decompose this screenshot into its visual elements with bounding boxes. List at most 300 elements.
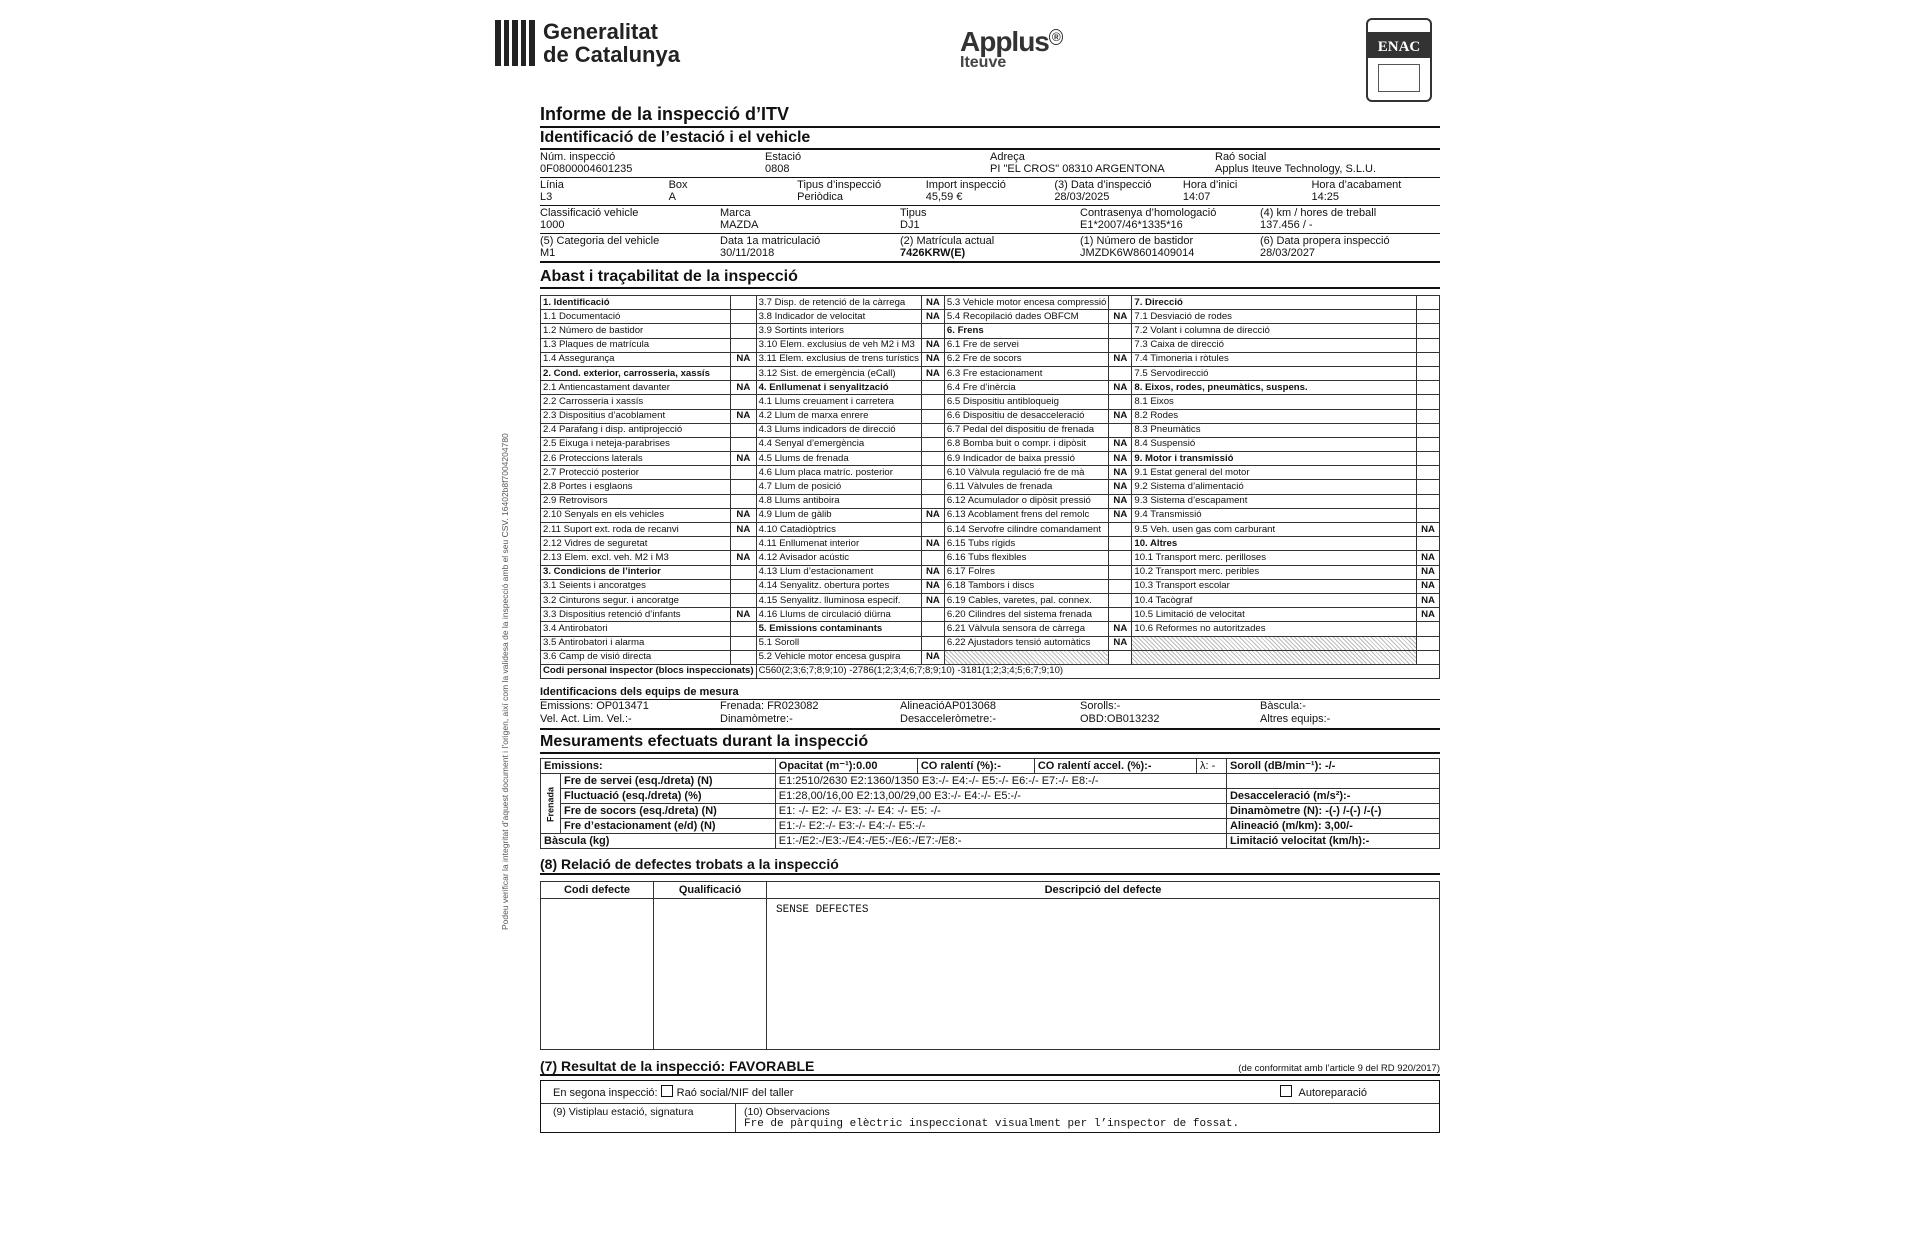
- scope-item-status: [731, 310, 756, 324]
- scope-item-status: [1417, 310, 1440, 324]
- ident-field: [669, 179, 798, 203]
- scope-item-status: NA: [731, 452, 756, 466]
- scope-item: 6.19 Cables, varetes, pal. connex.: [944, 593, 1108, 607]
- scope-item: 5.4 Recopilació dades OBFCM: [944, 310, 1108, 324]
- scope-item-status: NA: [921, 565, 944, 579]
- scope-item: 10.4 Tacògraf: [1132, 593, 1417, 607]
- scope-item: 1.4 Assegurança: [541, 352, 731, 366]
- ident-field-value: 30/11/2018: [720, 247, 775, 259]
- equip-item: Desacceleròmetre:-: [900, 713, 996, 726]
- ident-field-label: (4) km / hores de treball: [1260, 207, 1377, 219]
- defect-code-header: Codi defecte: [541, 882, 654, 899]
- ident-field-label: Hora d’acabament: [1311, 179, 1402, 191]
- ident-field: [1080, 235, 1260, 259]
- scope-item: 5.3 Vehicle motor encesa compressió: [944, 296, 1108, 310]
- scope-item: 3.3 Dispositius retenció d’infants: [541, 608, 731, 622]
- scope-item-status: NA: [1109, 310, 1132, 324]
- scope-item-status: [1109, 366, 1132, 380]
- scope-item: 4. Enllumenat i senyalització: [756, 381, 921, 395]
- brake-measure-label: Fluctuació (esq./dreta) (%): [561, 789, 776, 804]
- scope-item: 3. Condicions de l’interior: [541, 565, 731, 579]
- scope-item: 4.3 Llums indicadors de direcció: [756, 423, 921, 437]
- scope-item: 6.16 Tubs flexibles: [944, 551, 1108, 565]
- scope-item: 6.8 Bomba buit o compr. i dipòsit: [944, 437, 1108, 451]
- scope-item: 4.2 Llum de marxa enrere: [756, 409, 921, 423]
- ident-field: [926, 179, 1055, 203]
- scope-item-status: [1109, 593, 1132, 607]
- scope-item: 4.10 Catadiòptrics: [756, 523, 921, 537]
- ident-row-1: [540, 150, 1440, 178]
- scope-item: 6.13 Acoblament frens del remolc: [944, 508, 1108, 522]
- scope-item: 2.9 Retrovisors: [541, 494, 731, 508]
- scope-item: 6.18 Tambors i discs: [944, 579, 1108, 593]
- scope-item-status: [921, 494, 944, 508]
- scope-item: 3.6 Camp de visió directa: [541, 650, 731, 664]
- scope-item: 4.1 Llums creuament i carretera: [756, 395, 921, 409]
- scope-item-status: [921, 324, 944, 338]
- scope-item: 5.2 Vehicle motor encesa guspira: [756, 650, 921, 664]
- noise-value: Soroll (dB/min⁻¹): -/-: [1226, 759, 1439, 774]
- ident-field: [540, 151, 765, 175]
- scope-item: 6.17 Folres: [944, 565, 1108, 579]
- scope-item-status: [1417, 409, 1440, 423]
- ident-field-label: Import inspecció: [925, 179, 1006, 191]
- scope-item-status: [1109, 523, 1132, 537]
- scope-item: 3.12 Sist. de emergència (eCall): [756, 366, 921, 380]
- scope-item-status: NA: [1109, 437, 1132, 451]
- scope-item: 1.3 Plaques de matrícula: [541, 338, 731, 352]
- scope-item-status: [921, 381, 944, 395]
- scope-item-status: [1109, 551, 1132, 565]
- scope-item: 6.10 Vàlvula regulació fre de mà: [944, 466, 1108, 480]
- self-repair-checkbox[interactable]: [1280, 1085, 1292, 1097]
- scope-item: 6. Frens: [944, 324, 1108, 338]
- scope-row: [541, 593, 1440, 607]
- enac-stamp-icon: [1378, 64, 1420, 92]
- scope-item: 6.11 Vàlvules de frenada: [944, 480, 1108, 494]
- scope-row: [541, 537, 1440, 551]
- scope-item: 3.8 Indicador de velocitat: [756, 310, 921, 324]
- scope-item-status: NA: [921, 296, 944, 310]
- equip-line-2: [540, 713, 1440, 726]
- scope-item: 1.2 Número de bastidor: [541, 324, 731, 338]
- scope-row: [541, 523, 1440, 537]
- scope-item-status: NA: [1109, 494, 1132, 508]
- scope-item: 2.11 Suport ext. roda de recanvi: [541, 523, 731, 537]
- ident-field-label: (6) Data propera inspecció: [1260, 235, 1390, 247]
- scope-item: 2. Cond. exterior, carrosseria, xassís: [541, 366, 731, 380]
- scope-item: 6.21 Vàlvula sensora de càrrega: [944, 622, 1108, 636]
- ident-field: [540, 235, 720, 259]
- generalitat-line2: de Catalunya: [543, 42, 680, 67]
- scope-item: 6.14 Servofre cilindre comandament: [944, 523, 1108, 537]
- scope-item-status: NA: [921, 366, 944, 380]
- ident-field-label: (3) Data d’inspecció: [1054, 179, 1152, 191]
- scope-item-status: NA: [921, 338, 944, 352]
- scope-item-status: [731, 565, 756, 579]
- scope-item: 4.12 Avisador acústic: [756, 551, 921, 565]
- scope-item-status: NA: [921, 537, 944, 551]
- scope-item: 4.11 Enllumenat interior: [756, 537, 921, 551]
- equip-item: Dinamòmetre:-: [720, 713, 793, 726]
- scope-item-status: [1109, 565, 1132, 579]
- report-header: [540, 12, 1440, 102]
- scope-item: 1. Identificació: [541, 296, 731, 310]
- scope-item-status: NA: [921, 310, 944, 324]
- scope-item-status: NA: [921, 352, 944, 366]
- ident-field-value: JMZDK6W8601409014: [1080, 247, 1195, 259]
- ident-section-title: Identificació de l’estació i el vehicle: [540, 128, 1440, 150]
- scope-item-status: [1109, 338, 1132, 352]
- ident-field: [900, 207, 1080, 231]
- scope-item-status: NA: [1109, 409, 1132, 423]
- scope-item-status: [1417, 466, 1440, 480]
- scope-item-status: [921, 608, 944, 622]
- registered-mark: ®: [1049, 29, 1063, 45]
- scope-row: [541, 395, 1440, 409]
- extra-measure-value: Dinamòmetre (N): -(-) /-(-) /-(-): [1226, 804, 1439, 819]
- ident-field: [1311, 179, 1440, 203]
- scope-item: 5. Emissions contaminants: [756, 622, 921, 636]
- scope-item: 6.12 Acumulador o dipòsit pressió: [944, 494, 1108, 508]
- co-accel-value: CO ralentí accel. (%):-: [1034, 759, 1196, 774]
- measurements-table: [540, 758, 1440, 849]
- scale-value: E1:-/E2:-/E3:-/E4:-/E5:-/E6:-/E7:-/E8:-: [775, 834, 1226, 849]
- extra-measure-value: [1226, 774, 1439, 789]
- ident-field-value: 45,59 €: [925, 191, 963, 203]
- ident-section: [540, 150, 1440, 263]
- applus-logo: [960, 26, 1063, 72]
- scope-item-status: [1109, 537, 1132, 551]
- scope-row: [541, 636, 1440, 650]
- ident-field-label: Línia: [540, 179, 564, 191]
- scope-item: 2.10 Senyals en els vehicles: [541, 508, 731, 522]
- ident-field: [720, 207, 900, 231]
- scope-row: [541, 296, 1440, 310]
- scope-item: 6.9 Indicador de baixa pressió: [944, 452, 1108, 466]
- ident-field-value: E1*2007/46*1335*16: [1080, 219, 1183, 231]
- brake-measure-value: E1: -/- E2: -/- E3: -/- E4: -/- E5: -/-: [775, 804, 1226, 819]
- scope-item: 7.4 Timoneria i ròtules: [1132, 352, 1417, 366]
- scope-item: 8.4 Suspensió: [1132, 437, 1417, 451]
- scope-item-status: [921, 466, 944, 480]
- scope-item: 6.2 Fre de socors: [944, 352, 1108, 366]
- scope-row: [541, 452, 1440, 466]
- defect-rating-cell: [654, 899, 767, 1050]
- ident-row-2: [540, 178, 1440, 206]
- scope-item: 6.20 Cilindres del sistema frenada: [944, 608, 1108, 622]
- scope-item-status: [921, 480, 944, 494]
- scope-item: 4.7 Llum de posició: [756, 480, 921, 494]
- ident-field-label: Marca: [720, 207, 751, 219]
- scope-item-status: [1417, 508, 1440, 522]
- scope-item-status: [731, 437, 756, 451]
- ident-field-label: (5) Categoria del vehicle: [540, 235, 660, 247]
- ident-field-value: 137.456 / -: [1260, 219, 1313, 231]
- inspector-code-label: Codi personal inspector (blocs inspeccionats): [541, 664, 757, 678]
- scope-item: 3.4 Antirobatori: [541, 622, 731, 636]
- scope-item-status: [1417, 452, 1440, 466]
- ident-field-value: DJ1: [900, 219, 920, 231]
- scope-row: [541, 423, 1440, 437]
- scope-row: [541, 480, 1440, 494]
- emissions-label: Emissions:: [541, 759, 776, 774]
- scope-item-status: NA: [1417, 593, 1440, 607]
- scope-item-status: NA: [1109, 480, 1132, 494]
- scope-item: 8.2 Rodes: [1132, 409, 1417, 423]
- scope-item: 8.1 Eixos: [1132, 395, 1417, 409]
- observations-label: (10) Observacions: [744, 1106, 830, 1119]
- scope-item: 3.5 Antirobatori i alarma: [541, 636, 731, 650]
- scope-row: [541, 466, 1440, 480]
- scope-item-status: [1417, 494, 1440, 508]
- scope-row: [541, 551, 1440, 565]
- ident-field-value: 14:07: [1182, 191, 1211, 203]
- workshop-label: Raó social/NIF del taller: [676, 1087, 794, 1100]
- scope-item-status: [921, 551, 944, 565]
- scope-item-status: [1417, 480, 1440, 494]
- scope-item-status: NA: [1417, 579, 1440, 593]
- ident-field-value: Applus Iteuve Technology, S.L.U.: [1215, 163, 1377, 175]
- scope-item-status: [921, 409, 944, 423]
- scope-item: 9.2 Sistema d’alimentació: [1132, 480, 1417, 494]
- scope-item-status: NA: [1109, 508, 1132, 522]
- scope-item: 2.2 Carrosseria i xassís: [541, 395, 731, 409]
- defects-table: [540, 881, 1440, 1050]
- equip-line-1: [540, 700, 1440, 713]
- scope-item: 7.1 Desviació de rodes: [1132, 310, 1417, 324]
- scope-item: 6.6 Dispositiu de desacceleració: [944, 409, 1108, 423]
- ident-field: [1080, 207, 1260, 231]
- scope-item: 9.4 Transmissió: [1132, 508, 1417, 522]
- scope-item-status: [1417, 352, 1440, 366]
- scope-section-title: Abast i traçabilitat de la inspecció: [540, 267, 1440, 289]
- scope-item: 10.5 Limitació de velocitat: [1132, 608, 1417, 622]
- scope-row: [541, 310, 1440, 324]
- document-title: Informe de la inspecció d’ITV: [540, 102, 1440, 128]
- scope-item: 6.3 Fre estacionament: [944, 366, 1108, 380]
- equip-item: Bàscula:-: [1260, 700, 1306, 713]
- scope-item: 4.14 Senyalitz. obertura portes: [756, 579, 921, 593]
- station-approval-label: (9) Vistiplau estació, signatura: [541, 1104, 736, 1132]
- scope-item-status: NA: [1109, 636, 1132, 650]
- scope-item: 10. Altres: [1132, 537, 1417, 551]
- scope-item: 6.7 Pedal del dispositiu de frenada: [944, 423, 1108, 437]
- scope-row: [541, 579, 1440, 593]
- equip-section: [540, 700, 1440, 730]
- defect-description-header: Descripció del defecte: [767, 882, 1440, 899]
- scope-item-status: [1417, 338, 1440, 352]
- ident-field-value: 1000: [540, 219, 565, 231]
- scope-item: 10.1 Transport merc. perilloses: [1132, 551, 1417, 565]
- scope-item-status: [921, 636, 944, 650]
- scope-item-status: NA: [1109, 466, 1132, 480]
- ident-field-value: 7426KRW(E): [900, 247, 966, 259]
- scope-item-status: [731, 296, 756, 310]
- scope-item-status: NA: [921, 508, 944, 522]
- scope-item: 6.15 Tubs rígids: [944, 537, 1108, 551]
- scope-item-status: [731, 423, 756, 437]
- ident-field-label: (2) Matrícula actual: [900, 235, 995, 247]
- scope-item: 8. Eixos, rodes, pneumàtics, suspens.: [1132, 381, 1417, 395]
- enac-label: ENAC: [1368, 32, 1430, 58]
- scope-item-status: [1417, 324, 1440, 338]
- equip-item: Altres equips:-: [1260, 713, 1331, 726]
- scope-item: 8.3 Pneumàtics: [1132, 423, 1417, 437]
- ident-field: [540, 179, 669, 203]
- scope-item-status: [1417, 622, 1440, 636]
- ident-field: [1260, 207, 1440, 231]
- brake-measure-value: E1:2510/2630 E2:1360/1350 E3:-/- E4:-/- E5:-/- E6:-/- E7:-/- E8:-/-: [775, 774, 1226, 789]
- scope-item: 2.7 Protecció posterior: [541, 466, 731, 480]
- scope-item-status: [1109, 324, 1132, 338]
- ident-field-label: Contrasenya d’homologació: [1080, 207, 1217, 219]
- scope-item-status: [921, 423, 944, 437]
- scope-item-status: NA: [731, 551, 756, 565]
- scope-item-status: [731, 338, 756, 352]
- defect-code-cell: [541, 899, 654, 1050]
- inspector-code-value: C560(2;3;6;7;8;9;10) -2786(1;2;3;4;6;7;8;9;10) -3181(1;2;3;4;5;6;7;9;10): [756, 664, 1439, 678]
- scope-item: 3.7 Disp. de retenció de la càrrega: [756, 296, 921, 310]
- ident-field-label: Raó social: [1215, 151, 1267, 163]
- brake-measure-label: Fre de servei (esq./dreta) (N): [561, 774, 776, 789]
- scope-item-status: [1109, 423, 1132, 437]
- scope-item: 6.4 Fre d’inèrcia: [944, 381, 1108, 395]
- ident-field-label: Tipus d’inspecció: [797, 179, 882, 191]
- ident-field: [720, 235, 900, 259]
- brake-measure-label: Fre de socors (esq./dreta) (N): [561, 804, 776, 819]
- enac-logo: [1366, 18, 1432, 102]
- scope-item: 4.9 Llum de gàlib: [756, 508, 921, 522]
- scope-item-status: [1109, 579, 1132, 593]
- defect-description-cell: [767, 899, 1440, 1050]
- ident-field-label: Box: [668, 179, 688, 191]
- scope-item: 2.13 Elem. excl. veh. M2 i M3: [541, 551, 731, 565]
- scope-row: [541, 565, 1440, 579]
- scope-item-status: NA: [1417, 523, 1440, 537]
- scale-label: Bàscula (kg): [541, 834, 776, 849]
- scope-item: 7. Direcció: [1132, 296, 1417, 310]
- ident-field-label: Data 1a matriculació: [720, 235, 821, 247]
- generalitat-line1: Generalitat: [543, 19, 658, 44]
- scope-item-status: [1417, 636, 1440, 650]
- ident-field-value: 0808: [765, 163, 790, 175]
- equip-item: Sorolls:-: [1080, 700, 1121, 713]
- ident-field: [765, 151, 990, 175]
- scope-item-status: [731, 366, 756, 380]
- ident-field-value: L3: [540, 191, 553, 203]
- scope-item: 4.5 Llums de frenada: [756, 452, 921, 466]
- ident-field: [1054, 179, 1183, 203]
- ident-field: [1183, 179, 1312, 203]
- ident-field-value: 14:25: [1311, 191, 1339, 203]
- scope-row: [541, 437, 1440, 451]
- scope-item-status: NA: [731, 523, 756, 537]
- ident-field-label: Tipus: [900, 207, 927, 219]
- scope-row: [541, 622, 1440, 636]
- scope-item-status: NA: [731, 508, 756, 522]
- scope-item: 2.4 Parafang i disp. antiprojecció: [541, 423, 731, 437]
- brake-measure-value: E1:28,00/16,00 E2:13,00/29,00 E3:-/- E4:-/- E5:-/-: [775, 789, 1226, 804]
- scope-item: 3.2 Cinturons segur. i ancoratge: [541, 593, 731, 607]
- equip-item: Vel. Act. Lim. Vel.:-: [540, 713, 632, 726]
- scope-item-status: [731, 622, 756, 636]
- scope-item: 2.6 Proteccions laterals: [541, 452, 731, 466]
- ident-field-label: Classificació vehicle: [540, 207, 639, 219]
- scope-item: [1132, 636, 1417, 650]
- scope-item: 3.9 Sortints interiors: [756, 324, 921, 338]
- scope-item: 2.8 Portes i esglaons: [541, 480, 731, 494]
- observations-text: Fre de pàrquing elèctric inspeccionat visualment per l’inspector de fossat.: [744, 1118, 1240, 1131]
- scope-item: 9. Motor i transmissió: [1132, 452, 1417, 466]
- scope-row: [541, 494, 1440, 508]
- scope-item-status: [1109, 395, 1132, 409]
- result-title: (7) Resultat de la inspecció: FAVORABLE: [540, 1058, 815, 1075]
- scope-row: [541, 508, 1440, 522]
- scope-item: 4.8 Llums antiboira: [756, 494, 921, 508]
- scope-item: 2.12 Vidres de seguretat: [541, 537, 731, 551]
- scope-row: [541, 650, 1440, 664]
- ident-field-value: 28/03/2025: [1054, 191, 1110, 203]
- result-section: [540, 1058, 1440, 1076]
- scope-item-status: [1417, 437, 1440, 451]
- ident-field-label: Estació: [765, 151, 802, 163]
- speed-limit-value: Limitació velocitat (km/h):-: [1226, 834, 1439, 849]
- generalitat-logo: [495, 20, 680, 66]
- scope-item-status: NA: [731, 352, 756, 366]
- scope-item-status: [1417, 423, 1440, 437]
- ident-field-value: M1: [540, 247, 556, 259]
- ident-field-value: MAZDA: [720, 219, 759, 231]
- scope-item: 6.22 Ajustadors tensió automàtics: [944, 636, 1108, 650]
- meas-section-title: Mesuraments efectuats durant la inspecció: [540, 732, 1440, 754]
- scope-item-status: NA: [921, 593, 944, 607]
- result-note: (de conformitat amb l’article 9 del RD 920/2017): [1238, 1063, 1440, 1075]
- second-inspection-section: [540, 1080, 1440, 1133]
- scope-item-status: [921, 523, 944, 537]
- equip-section-title: Identificacions dels equips de mesura: [540, 685, 1440, 700]
- scope-row: [541, 352, 1440, 366]
- applus-name: Applus: [960, 26, 1049, 57]
- equip-item: Emissions: OP013471: [540, 700, 649, 713]
- scope-item: 4.6 Llum placa matríc. posterior: [756, 466, 921, 480]
- equip-item: AlineacióAP013068: [900, 700, 997, 713]
- scope-item-status: [1417, 296, 1440, 310]
- scope-item-status: NA: [1417, 565, 1440, 579]
- braking-vertical-label: Frenada: [541, 774, 561, 834]
- equip-item: OBD:OB013232: [1080, 713, 1160, 726]
- scope-item: 9.5 Veh. usen gas com carburant: [1132, 523, 1417, 537]
- scope-item: 10.2 Transport merc. peribles: [1132, 565, 1417, 579]
- extra-measure-value: Desacceleració (m/s²):-: [1226, 789, 1439, 804]
- ident-field: [1260, 235, 1440, 259]
- scope-item-status: [1109, 296, 1132, 310]
- scope-grid: [540, 295, 1440, 679]
- scope-item-status: [731, 395, 756, 409]
- scope-item-status: [731, 593, 756, 607]
- scope-item: 9.3 Sistema d’escapament: [1132, 494, 1417, 508]
- scope-item: 4.16 Llums de circulació diürna: [756, 608, 921, 622]
- scope-item-status: [731, 579, 756, 593]
- workshop-checkbox[interactable]: [661, 1085, 673, 1097]
- scope-item-status: [731, 324, 756, 338]
- scope-item-status: NA: [1417, 608, 1440, 622]
- ident-field: [900, 235, 1080, 259]
- scope-item-status: [731, 636, 756, 650]
- scope-item-status: [731, 494, 756, 508]
- scope-row: [541, 409, 1440, 423]
- scope-item: 3.10 Elem. exclusius de veh M2 i M3: [756, 338, 921, 352]
